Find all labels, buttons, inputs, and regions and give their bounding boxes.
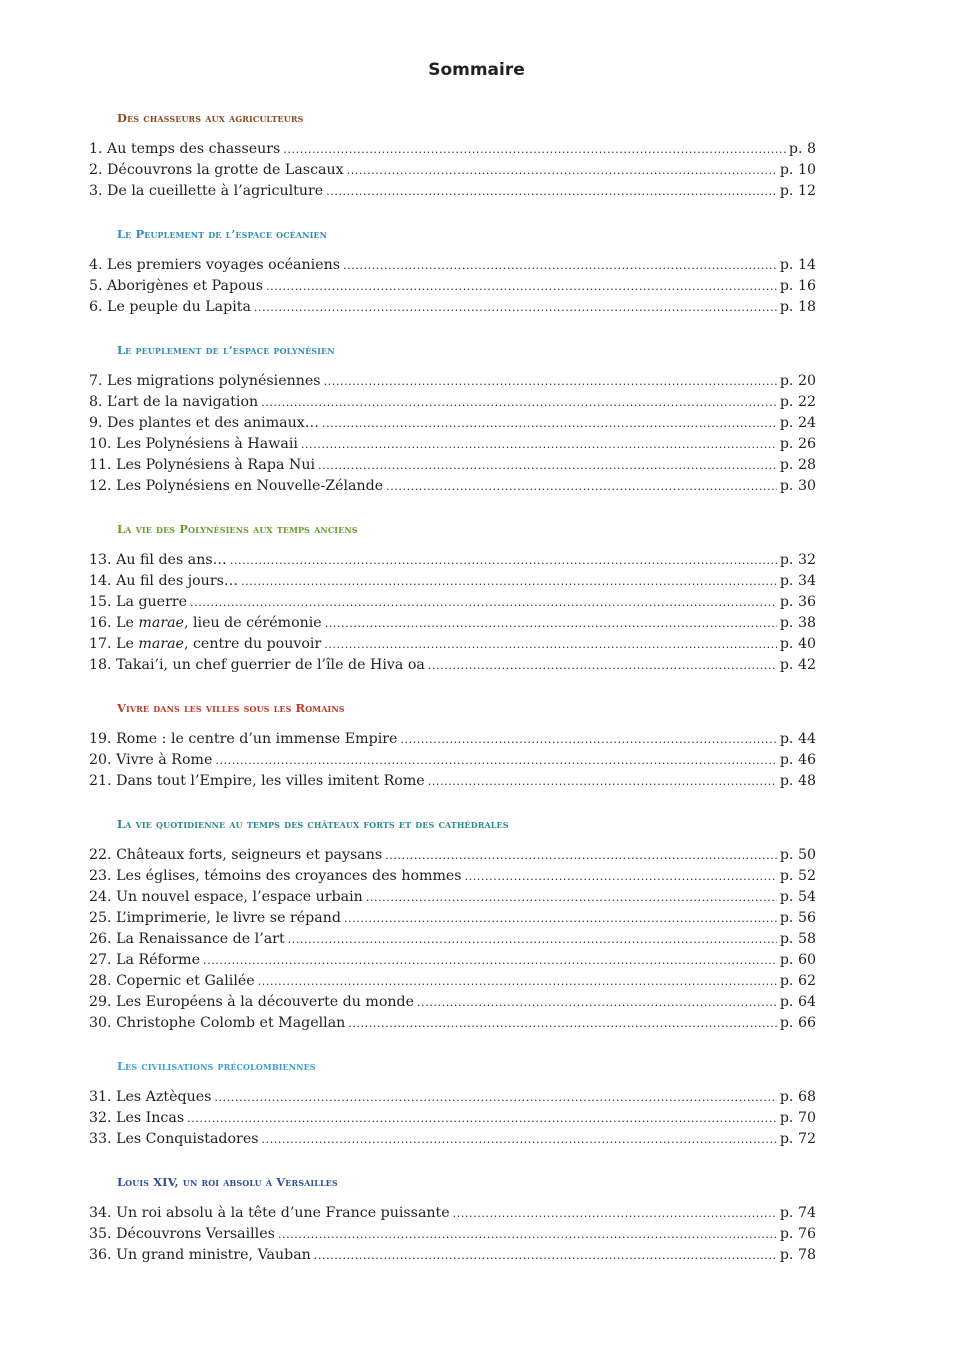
entry-title: 7. Les migrations polynésiennes xyxy=(89,373,321,389)
entry-title-emphasis: marae xyxy=(138,615,184,631)
page-number: p. 16 xyxy=(779,278,816,294)
page-number: p. 52 xyxy=(779,868,816,884)
page-number: p. 12 xyxy=(779,183,816,199)
entry-title xyxy=(89,634,324,655)
section-entries xyxy=(89,255,816,318)
toc-section xyxy=(89,698,816,792)
toc-entry[interactable] xyxy=(89,371,816,392)
page-number: p. 48 xyxy=(779,773,816,789)
dot-leader xyxy=(324,634,777,655)
entry-title: 28. Copernic et Galilée xyxy=(89,973,255,989)
entry-title: 25. L’imprimerie, le livre se répand xyxy=(89,910,341,926)
section-heading: La vie des Polynésiens aux temps anciens xyxy=(117,522,358,536)
section-entries xyxy=(89,1087,816,1150)
entry-title: 11. Les Polynésiens à Rapa Nui xyxy=(89,457,315,473)
toc-entry[interactable] xyxy=(89,1087,816,1108)
toc-entry[interactable] xyxy=(89,1224,816,1245)
dot-leader xyxy=(428,771,777,792)
toc-entry[interactable] xyxy=(89,750,816,771)
toc-section xyxy=(89,340,816,497)
entry-title xyxy=(89,613,325,634)
section-entries xyxy=(89,729,816,792)
toc-entry[interactable] xyxy=(89,434,816,455)
dot-leader xyxy=(283,139,786,160)
dot-leader xyxy=(343,255,777,276)
entry-title-prefix: 16. Le xyxy=(89,615,139,631)
toc-entry[interactable] xyxy=(89,845,816,866)
section-entries xyxy=(89,139,816,202)
section-heading: La vie quotidienne au temps des châteaux forts et des cathédrales xyxy=(117,817,509,831)
entry-title: 8. L’art de la navigation xyxy=(89,394,259,410)
dot-leader xyxy=(258,971,777,992)
toc-section xyxy=(89,224,816,318)
toc-entry[interactable] xyxy=(89,929,816,950)
toc-entry[interactable] xyxy=(89,297,816,318)
page-number: p. 72 xyxy=(779,1131,816,1147)
section-entries xyxy=(89,1203,816,1266)
dot-leader xyxy=(190,592,777,613)
dot-leader xyxy=(215,750,776,771)
dot-leader xyxy=(400,729,776,750)
entry-title: 35. Découvrons Versailles xyxy=(89,1226,275,1242)
page-number: p. 60 xyxy=(779,952,816,968)
dot-leader xyxy=(288,929,777,950)
dot-leader xyxy=(326,181,777,202)
entry-title: 19. Rome : le centre d’un immense Empire xyxy=(89,731,398,747)
page-number: p. 8 xyxy=(788,141,816,157)
toc-section xyxy=(89,1172,816,1266)
dot-leader xyxy=(453,1203,777,1224)
dot-leader xyxy=(347,160,777,181)
page-number: p. 40 xyxy=(779,636,816,652)
dot-leader xyxy=(417,992,777,1013)
entry-title: 22. Châteaux forts, seigneurs et paysans xyxy=(89,847,383,863)
toc-entry[interactable] xyxy=(89,866,816,887)
entry-title: 21. Dans tout l’Empire, les villes imitent Rome xyxy=(89,773,425,789)
page-number: p. 74 xyxy=(779,1205,816,1221)
entry-title: 24. Un nouvel espace, l’espace urbain xyxy=(89,889,363,905)
page-number: p. 54 xyxy=(779,889,816,905)
toc-entry[interactable] xyxy=(89,255,816,276)
page-number: p. 30 xyxy=(779,478,816,494)
section-heading: Louis XIV, un roi absolu à Versailles xyxy=(117,1175,338,1189)
entry-title-emphasis: marae xyxy=(138,636,184,652)
entry-title-suffix: , centre du pouvoir xyxy=(183,636,322,652)
entry-title: 4. Les premiers voyages océaniens xyxy=(89,257,341,273)
section-heading: Le Peuplement de l’espace océanien xyxy=(117,227,328,241)
toc-entry[interactable] xyxy=(89,971,816,992)
dot-leader xyxy=(187,1108,777,1129)
page-number: p. 38 xyxy=(779,615,816,631)
dot-leader xyxy=(266,276,777,297)
dot-leader xyxy=(318,455,777,476)
page-number: p. 14 xyxy=(779,257,816,273)
entry-title-prefix: 17. Le xyxy=(89,636,139,652)
toc-entry[interactable] xyxy=(89,908,816,929)
toc-entry[interactable] xyxy=(89,392,816,413)
section-heading: Vivre dans les villes sous les Romains xyxy=(117,701,345,715)
entry-title: 1. Au temps des chasseurs xyxy=(89,141,281,157)
toc-entry[interactable] xyxy=(89,413,816,434)
dot-leader xyxy=(214,1087,776,1108)
entry-title: 12. Les Polynésiens en Nouvelle-Zélande xyxy=(89,478,384,494)
toc-section xyxy=(89,1056,816,1150)
toc-section xyxy=(89,519,816,676)
entry-title-suffix: , lieu de cérémonie xyxy=(183,615,322,631)
page-number: p. 36 xyxy=(779,594,816,610)
toc-entry[interactable] xyxy=(89,476,816,497)
dot-leader xyxy=(230,550,777,571)
toc-entry[interactable] xyxy=(89,1129,816,1150)
toc-entry[interactable] xyxy=(89,1108,816,1129)
page-number: p. 34 xyxy=(779,573,816,589)
toc-entry[interactable] xyxy=(89,571,816,592)
page-number: p. 76 xyxy=(779,1226,816,1242)
entry-title: 9. Des plantes et des animaux… xyxy=(89,415,319,431)
entry-title: 32. Les Incas xyxy=(89,1110,185,1126)
dot-leader xyxy=(314,1245,777,1266)
page-number: p. 70 xyxy=(779,1110,816,1126)
entry-title: 2. Découvrons la grotte de Lascaux xyxy=(89,162,344,178)
entry-title: 29. Les Européens à la découverte du monde xyxy=(89,994,415,1010)
dot-leader xyxy=(344,908,777,929)
entry-title: 33. Les Conquistadores xyxy=(89,1131,259,1147)
entry-title: 15. La guerre xyxy=(89,594,188,610)
dot-leader xyxy=(385,845,777,866)
dot-leader xyxy=(241,571,777,592)
dot-leader xyxy=(324,371,777,392)
page-number: p. 22 xyxy=(779,394,816,410)
page-number: p. 68 xyxy=(779,1089,816,1105)
toc-entry[interactable] xyxy=(89,634,816,655)
entry-title: 3. De la cueillette à l’agriculture xyxy=(89,183,324,199)
page-number: p. 66 xyxy=(779,1015,816,1031)
dot-leader xyxy=(322,413,777,434)
page-number: p. 50 xyxy=(779,847,816,863)
section-entries xyxy=(89,371,816,497)
page-number: p. 62 xyxy=(779,973,816,989)
entry-title: 13. Au fil des ans… xyxy=(89,552,227,568)
page-number: p. 10 xyxy=(779,162,816,178)
dot-leader xyxy=(262,1129,777,1150)
entry-title: 31. Les Aztèques xyxy=(89,1089,212,1105)
page-number: p. 56 xyxy=(779,910,816,926)
toc-section xyxy=(89,814,816,1034)
entry-title: 14. Au fil des jours… xyxy=(89,573,239,589)
toc-entry[interactable] xyxy=(89,950,816,971)
section-heading: Les civilisations précolombiennes xyxy=(117,1059,316,1073)
entry-title: 5. Aborigènes et Papous xyxy=(89,278,264,294)
toc-entry[interactable] xyxy=(89,181,816,202)
entry-title: 18. Takai’i, un chef guerrier de l’île de Hiva oa xyxy=(89,657,425,673)
section-entries xyxy=(89,845,816,1034)
toc-entry[interactable] xyxy=(89,550,816,571)
dot-leader xyxy=(428,655,777,676)
dot-leader xyxy=(325,613,777,634)
toc-entry[interactable] xyxy=(89,613,816,634)
dot-leader xyxy=(386,476,777,497)
page-title: Sommaire xyxy=(428,60,525,80)
page-number: p. 46 xyxy=(779,752,816,768)
section-heading: Des chasseurs aux agriculteurs xyxy=(117,111,304,125)
page-number: p. 78 xyxy=(779,1247,816,1263)
dot-leader xyxy=(348,1013,777,1034)
entry-title: 23. Les églises, témoins des croyances des hommes xyxy=(89,868,462,884)
toc-entry[interactable] xyxy=(89,655,816,676)
dot-leader xyxy=(261,392,777,413)
page-number: p. 64 xyxy=(779,994,816,1010)
entry-title: 20. Vivre à Rome xyxy=(89,752,213,768)
toc-entry[interactable] xyxy=(89,1245,816,1266)
toc-entry[interactable] xyxy=(89,771,816,792)
entry-title: 36. Un grand ministre, Vauban xyxy=(89,1247,311,1263)
page-number: p. 28 xyxy=(779,457,816,473)
entry-title: 10. Les Polynésiens à Hawaii xyxy=(89,436,298,452)
page-number: p. 18 xyxy=(779,299,816,315)
toc-section xyxy=(89,108,816,202)
entry-title: 34. Un roi absolu à la tête d’une France puissante xyxy=(89,1205,450,1221)
dot-leader xyxy=(254,297,777,318)
toc-entry[interactable] xyxy=(89,1013,816,1034)
entry-title: 30. Christophe Colomb et Magellan xyxy=(89,1015,346,1031)
page-number: p. 32 xyxy=(779,552,816,568)
page-number: p. 20 xyxy=(779,373,816,389)
toc-entry[interactable] xyxy=(89,592,816,613)
toc-entry[interactable] xyxy=(89,455,816,476)
page-number: p. 58 xyxy=(779,931,816,947)
toc-entry[interactable] xyxy=(89,139,816,160)
dot-leader xyxy=(366,887,777,908)
table-of-contents xyxy=(89,108,816,1288)
dot-leader xyxy=(278,1224,777,1245)
toc-entry[interactable] xyxy=(89,276,816,297)
entry-title: 26. La Renaissance de l’art xyxy=(89,931,285,947)
toc-entry[interactable] xyxy=(89,992,816,1013)
dot-leader xyxy=(301,434,777,455)
page-number: p. 42 xyxy=(779,657,816,673)
toc-entry[interactable] xyxy=(89,887,816,908)
dot-leader xyxy=(203,950,777,971)
page-number: p. 44 xyxy=(779,731,816,747)
toc-entry[interactable] xyxy=(89,729,816,750)
section-entries xyxy=(89,550,816,676)
page-number: p. 26 xyxy=(779,436,816,452)
page-number: p. 24 xyxy=(779,415,816,431)
toc-entry[interactable] xyxy=(89,1203,816,1224)
toc-entry[interactable] xyxy=(89,160,816,181)
entry-title: 6. Le peuple du Lapita xyxy=(89,299,251,315)
entry-title: 27. La Réforme xyxy=(89,952,200,968)
dot-leader xyxy=(465,866,777,887)
section-heading: Le peuplement de l’espace polynésien xyxy=(117,343,335,357)
